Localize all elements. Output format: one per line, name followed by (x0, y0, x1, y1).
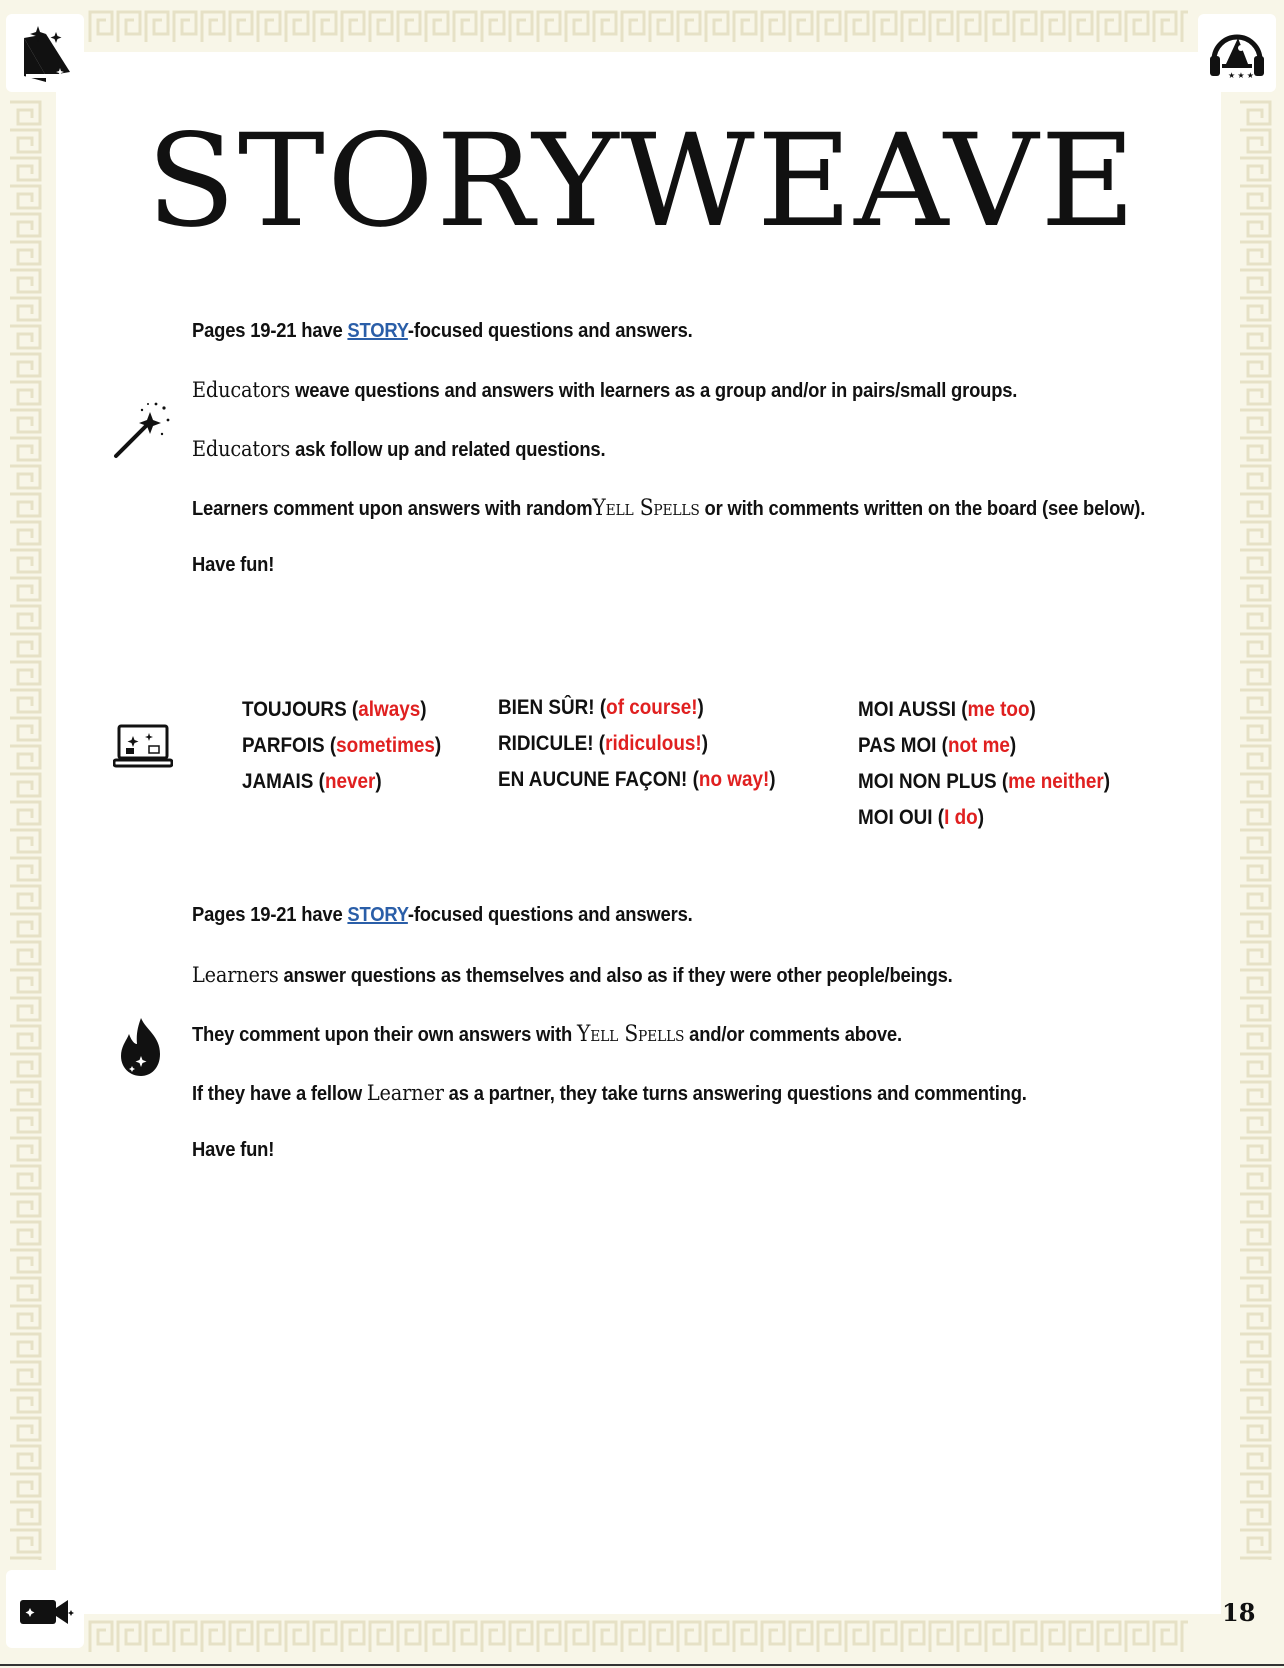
vocab-fr: MOI AUSSI (858, 698, 957, 721)
vocab-en: ridiculous! (605, 732, 702, 755)
vocab-column-agreement (858, 692, 1110, 836)
s2-line-partner (192, 1081, 1027, 1106)
vocab-item: RIDICULE! (ridiculous!) (498, 732, 709, 755)
vocab-en: not me (947, 734, 1010, 757)
vocab-en: me neither (1008, 770, 1104, 793)
vocab-en: always (358, 698, 421, 721)
s2-line1-post: -focused questions and answers. (407, 904, 693, 926)
s1-line4-post: or with comments written on the board (see below). (699, 498, 1146, 520)
corner-top-right[interactable] (1198, 14, 1276, 92)
s1-line-educators-ask (192, 437, 605, 462)
s2-line1-pre: Pages 19-21 have (192, 904, 348, 926)
vocab-fr: MOI NON PLUS (858, 770, 997, 793)
s1-line1-post: -focused questions and answers. (407, 320, 693, 342)
s2-line4-post: as a partner, they take turns answering questions and commenting. (443, 1083, 1027, 1105)
s2-line3-post: and/or comments above. (684, 1024, 902, 1046)
s1-line-pages (192, 320, 693, 343)
vocab-fr: PARFOIS (242, 734, 325, 757)
vocab-en: me too (967, 698, 1030, 721)
vocab-item: MOI OUI (I do) (858, 806, 984, 829)
vocab-fr: RIDICULE! (498, 732, 594, 755)
yell-spells-label: Yell Spells (577, 1022, 685, 1047)
s2-line4-pre: If they have a fellow (192, 1083, 367, 1105)
vocab-fr: JAMAIS (242, 770, 314, 793)
s2-line2-rest: answer questions as themselves and also as if they were other people/beings. (278, 965, 953, 987)
flame-icon (116, 1016, 166, 1078)
s1-have-fun: Have fun! (192, 554, 275, 576)
magic-wand-icon (112, 400, 172, 460)
vocab-fr: TOUJOURS (242, 698, 347, 721)
s1-line3-rest: ask follow up and related questions. (290, 439, 606, 461)
laptop-icon (113, 724, 173, 768)
s1-line3-role: Educators (192, 437, 291, 461)
vocab-fr: PAS MOI (858, 734, 937, 757)
s2-line-learners-answer (192, 963, 953, 988)
vocab-fr: BIEN SÛR! (498, 696, 595, 719)
s1-line1-pre: Pages 19-21 have (192, 320, 348, 342)
vocab-item: JAMAIS (never) (242, 770, 382, 793)
s1-line-educators-weave (192, 378, 1017, 403)
s1-line2-role: Educators (192, 378, 291, 402)
story-link[interactable]: STORY (347, 904, 408, 926)
vocab-item: MOI NON PLUS (me neither) (858, 770, 1111, 793)
vocab-en: sometimes (336, 734, 435, 757)
vocab-en: never (324, 770, 376, 793)
greek-key-border-right (1230, 100, 1284, 1560)
vocab-en: of course! (606, 696, 698, 719)
vocab-item: PARFOIS (sometimes) (242, 734, 442, 757)
vocab-item: TOUJOURS (always) (242, 698, 427, 721)
spellbook-icon (16, 24, 74, 82)
page-title: STORYWEAVE (146, 107, 1138, 256)
vocab-column-frequency (242, 692, 441, 800)
vocab-item: BIEN SÛR! (of course!) (498, 696, 704, 719)
vocab-en: no way! (698, 768, 770, 791)
vocab-column-reactions (498, 690, 776, 798)
video-camera-icon (16, 1580, 74, 1638)
s1-line-learners-comment (192, 496, 1145, 521)
vocab-item: MOI AUSSI (me too) (858, 698, 1036, 721)
s1-line4-pre: Learners comment upon answers with random (192, 498, 593, 520)
story-link[interactable]: STORY (347, 320, 408, 342)
s2-line2-role: Learners (192, 963, 279, 987)
s1-line2-rest: weave questions and answers with learners as a group and/or in pairs/small groups. (290, 380, 1018, 402)
greek-key-border-bottom (88, 1610, 1188, 1662)
page-number: 18 (1222, 1598, 1256, 1627)
greek-key-border-left (0, 100, 54, 1560)
s2-line3-pre: They comment upon their own answers with (192, 1024, 578, 1046)
s2-line4-role: Learner (366, 1081, 444, 1105)
vocab-item: PAS MOI (not me) (858, 734, 1017, 757)
vocab-fr: MOI OUI (858, 806, 933, 829)
greek-key-border-top (88, 0, 1188, 52)
s2-have-fun: Have fun! (192, 1139, 275, 1161)
s2-line-pages (192, 904, 693, 927)
s2-line-they-comment (192, 1022, 902, 1047)
wizard-headphones-icon (1208, 24, 1266, 82)
corner-top-left[interactable] (6, 14, 84, 92)
yell-spells-label: Yell Spells (592, 496, 700, 521)
corner-bottom-left[interactable] (6, 1570, 84, 1648)
vocab-en: I do (944, 806, 978, 829)
vocab-item: EN AUCUNE FAÇON! (no way!) (498, 768, 776, 791)
vocab-fr: EN AUCUNE FAÇON! (498, 768, 688, 791)
svg-text:★ ★ ★: ★ ★ ★ (1228, 71, 1254, 80)
page-bottom-rule (0, 1664, 1284, 1666)
